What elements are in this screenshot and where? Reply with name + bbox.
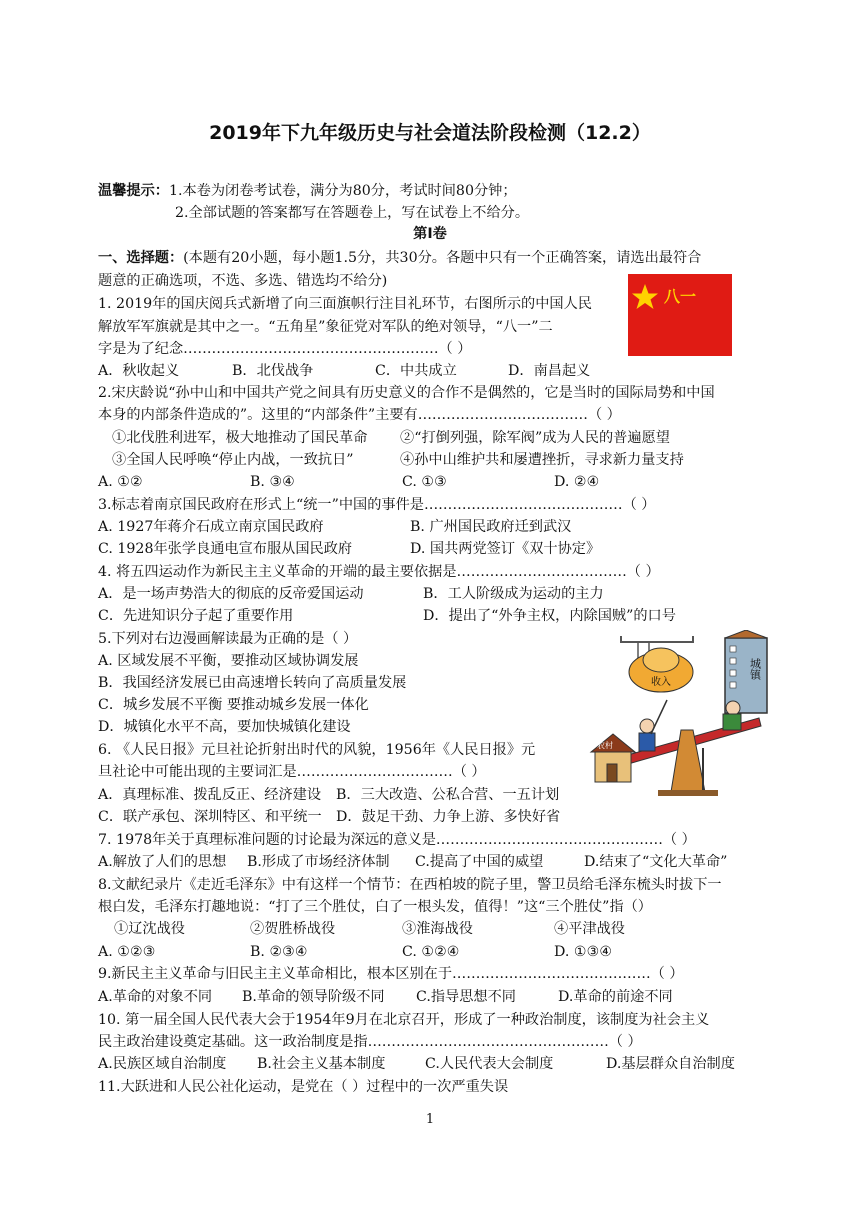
q3-option-c: C. 1928年张学良通电宣布服从国民政府 bbox=[98, 541, 353, 557]
tips-text-1: 1.本卷为闭卷考试卷，满分为80分，考试时间80分钟； bbox=[168, 183, 517, 199]
q5-option-a: A. 区域发展不平衡，要推动区域协调发展 bbox=[98, 653, 359, 669]
q8-stem-2: 根白发，毛泽东打趣地说：“打了三个胜仗，白了一根头发，值得！”这“三个胜仗”指（） bbox=[98, 899, 652, 915]
q3-option-a: A. 1927年蒋介石成立南京国民政府 bbox=[98, 519, 324, 535]
q1-option-a: A．秋收起义 bbox=[98, 363, 180, 379]
q2-statement-2: ②“打倒列强，除军阀”成为人民的普遍愿望 bbox=[400, 430, 670, 446]
seesaw-cartoon-image bbox=[583, 630, 778, 802]
q2-option-b: B. ③④ bbox=[250, 474, 295, 490]
town-label: 城镇 bbox=[748, 658, 762, 680]
q6-stem-1: 6. 《人民日报》元旦社论折射出时代的风貌，1956年《人民日报》元 bbox=[98, 742, 536, 758]
q8-statement-4: ④平津战役 bbox=[554, 921, 625, 937]
income-label: 收入 bbox=[651, 677, 671, 688]
q8-option-a: A. ①②③ bbox=[98, 944, 156, 960]
q6-option-d: D．鼓足干劲、力争上游、多快好省 bbox=[336, 809, 561, 825]
part1-desc: (本题有20小题，每小题1.5分，共30分。各题中只有一个正确答案，请选出最符合 bbox=[183, 250, 702, 266]
q5-option-d: D．城镇化水平不高，要加快城镇化建设 bbox=[98, 719, 351, 735]
flag-text: 八一 bbox=[664, 287, 697, 306]
q6-option-a: A．真理标准、拨乱反正、经济建设 bbox=[98, 787, 322, 803]
q8-statement-1: ①辽沈战役 bbox=[114, 921, 185, 937]
tips-line-1 bbox=[98, 181, 517, 201]
part1-desc-line-1 bbox=[98, 248, 701, 268]
q10-stem-2: 民主政治建设奠定基础。这一政治制度是指……………………………………………（ ） bbox=[98, 1034, 642, 1050]
q8-statement-2: ②贺胜桥战役 bbox=[250, 921, 336, 937]
q10-option-b: B.社会主义基本制度 bbox=[257, 1056, 386, 1072]
section-title: 第Ⅰ卷 bbox=[413, 226, 447, 242]
q2-stem-1: 2.宋庆龄说“孙中山和中国共产党之间具有历史意义的合作不是偶然的，它是当时的国际局势和中国 bbox=[98, 385, 715, 401]
q8-statement-3: ③淮海战役 bbox=[402, 921, 473, 937]
q3-stem: 3.标志着南京国民政府在形式上“统一”中国的事件是……………………………………（ ） bbox=[98, 497, 656, 513]
q9-option-d: D.革命的前途不同 bbox=[558, 989, 673, 1005]
q5-option-b: B．我国经济发展已由高速增长转向了高质量发展 bbox=[98, 675, 407, 691]
q7-stem: 7. 1978年关于真理标准问题的讨论最为深远的意义是…………………………………………（ ） bbox=[98, 832, 696, 848]
q1-stem-1: 1. 2019年的国庆阅兵式新增了向三面旗帜行注目礼环节，右图所示的中国人民 bbox=[98, 296, 592, 312]
q4-option-b: B．工人阶级成为运动的主力 bbox=[423, 586, 604, 602]
q7-option-d: D.结束了“文化大革命” bbox=[584, 854, 728, 870]
q2-statement-4: ④孙中山维护共和屡遭挫折，寻求新力量支持 bbox=[400, 452, 684, 468]
q9-stem: 9.新民主主义革命与旧民主主义革命相比，根本区别在于……………………………………（ ） bbox=[98, 966, 684, 982]
part1-desc-line-2: 题意的正确选项，不选、多选、错选均不给分) bbox=[98, 273, 388, 289]
q1-option-d: D．南昌起义 bbox=[508, 363, 591, 379]
q2-statement-1: ①北伐胜利进军，极大地推动了国民革命 bbox=[112, 430, 368, 446]
q10-option-d: D.基层群众自治制度 bbox=[606, 1056, 735, 1072]
q10-option-a: A.民族区域自治制度 bbox=[98, 1056, 227, 1072]
q1-option-c: C．中共成立 bbox=[375, 363, 457, 379]
q2-statement-3: ③全国人民呼唤“停止内战，一致抗日” bbox=[112, 452, 354, 468]
page-number: 1 bbox=[425, 1112, 435, 1127]
part1-label: 一、选择题： bbox=[98, 250, 184, 266]
pla-flag-image bbox=[628, 274, 732, 356]
q2-stem-2: 本身的内部条件造成的”。这里的“内部条件”主要有………………………………（ ） bbox=[98, 407, 621, 423]
q1-stem-2: 解放军军旗就是其中之一。“五角星”象征党对军队的绝对领导，“八一”二 bbox=[98, 319, 553, 335]
q3-option-b: B. 广州国民政府迁到武汉 bbox=[410, 519, 572, 535]
q4-option-d: D．提出了“外争主权，内除国贼”的口号 bbox=[423, 608, 676, 624]
q4-option-c: C．先进知识分子起了重要作用 bbox=[98, 608, 294, 624]
q3-option-d: D. 国共两党签订《双十协定》 bbox=[410, 541, 601, 557]
q6-stem-2: 旦社论中可能出现的主要词汇是……………………………（ ） bbox=[98, 764, 486, 780]
q6-option-c: C．联产承包、深圳特区、和平统一 bbox=[98, 809, 322, 825]
q5-option-c: C．城乡发展不平衡 要推动城乡发展一体化 bbox=[98, 697, 369, 713]
q5-stem: 5.下列对右边漫画解读最为正确的是（ ） bbox=[98, 631, 358, 647]
q7-option-b: B.形成了市场经济体制 bbox=[247, 854, 390, 870]
q2-option-c: C. ①③ bbox=[402, 474, 447, 490]
q10-option-c: C.人民代表大会制度 bbox=[425, 1056, 554, 1072]
q9-option-c: C.指导思想不同 bbox=[416, 989, 516, 1005]
q9-option-a: A.革命的对象不同 bbox=[98, 989, 213, 1005]
q10-stem-1: 10. 第一届全国人民代表大会于1954年9月在北京召开，形成了一种政治制度，该制度为社会主义 bbox=[98, 1012, 710, 1028]
tips-line-2: 2.全部试题的答案都写在答题卷上，写在试卷上不给分。 bbox=[175, 205, 530, 221]
tips-label: 温馨提示： bbox=[98, 183, 169, 199]
q1-stem-3: 字是为了纪念………………………………………………（ ） bbox=[98, 341, 472, 357]
q1-option-b: B．北伐战争 bbox=[232, 363, 314, 379]
rural-label: 农村 bbox=[597, 741, 613, 750]
page-title: 2019年下九年级历史与社会道法阶段检测（12.2） bbox=[209, 122, 651, 144]
q6-option-b: B．三大改造、公私合营、一五计划 bbox=[336, 787, 560, 803]
q8-option-d: D. ①③④ bbox=[554, 944, 613, 960]
q11-stem: 11.大跃进和人民公社化运动，是党在（ ）过程中的一次严重失误 bbox=[98, 1079, 509, 1095]
q8-option-b: B. ②③④ bbox=[250, 944, 308, 960]
q2-option-a: A. ①② bbox=[98, 474, 143, 490]
q2-option-d: D. ②④ bbox=[554, 474, 600, 490]
q4-stem: 4. 将五四运动作为新民主主义革命的开端的最主要依据是………………………………（ ） bbox=[98, 564, 660, 580]
q4-option-a: A．是一场声势浩大的彻底的反帝爱国运动 bbox=[98, 586, 364, 602]
q8-stem-1: 8.文献纪录片《走近毛泽东》中有这样一个情节：在西柏坡的院子里，警卫员给毛泽东梳头时拔下一 bbox=[98, 877, 722, 893]
q8-option-c: C. ①②④ bbox=[402, 944, 460, 960]
q9-option-b: B.革命的领导阶级不同 bbox=[242, 989, 385, 1005]
q7-option-a: A.解放了人们的思想 bbox=[98, 854, 227, 870]
q7-option-c: C.提高了中国的威望 bbox=[415, 854, 544, 870]
